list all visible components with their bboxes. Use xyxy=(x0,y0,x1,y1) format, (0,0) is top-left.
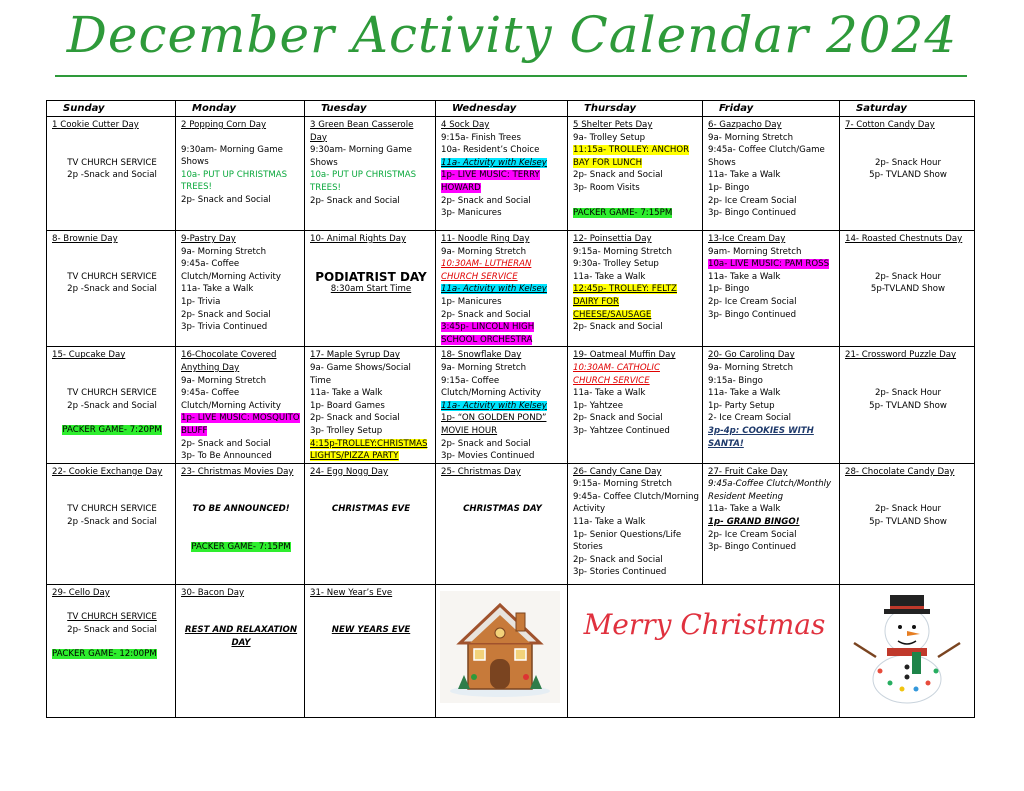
activity: TV CHURCH SERVICE xyxy=(67,504,157,515)
day-cell xyxy=(436,117,568,231)
day-cell xyxy=(568,347,703,463)
day-title: 13-Ice Cream Day xyxy=(708,234,786,244)
day-title: 23- Christmas Movies Day xyxy=(181,466,294,477)
activity: 9a- Morning Stretch xyxy=(708,132,794,143)
activity: 1p- Bingo xyxy=(708,182,750,193)
activity: 9:30a- Trolley Setup xyxy=(573,259,659,270)
weekday-header: Thursday xyxy=(568,101,703,117)
week-row xyxy=(47,347,975,463)
activity-highlight: 10a- LIVE MUSIC: PAM ROSS xyxy=(708,259,830,270)
day-title: 22- Cookie Exchange Day xyxy=(52,466,163,477)
activity: 9a- Morning Stretch xyxy=(441,362,527,373)
activity: 3p- Bingo Continued xyxy=(708,208,797,219)
activity: 1p- Manicures xyxy=(441,296,502,307)
activity: 3p- To Be Announced xyxy=(181,451,272,462)
day-title: 24- Egg Nogg Day xyxy=(310,466,389,477)
day-cell xyxy=(47,584,176,717)
day-title: 14- Roasted Chestnuts Day xyxy=(845,234,963,244)
day-title: 20- Go Caroling Day xyxy=(708,350,795,361)
activity: 2p- Snack Hour xyxy=(874,271,942,282)
activity: 2p -Snack and Social xyxy=(67,516,157,527)
day-cell xyxy=(47,231,176,347)
day-title: 19- Oatmeal Muffin Day xyxy=(573,350,676,361)
activity: 11a- Take a Walk xyxy=(573,517,646,528)
activity: 5p- TVLAND Show xyxy=(869,170,947,181)
activity: 2p- Snack Hour xyxy=(874,504,942,515)
activity: 1p- GRAND BINGO! xyxy=(708,517,800,528)
activity: 3p- Bingo Continued xyxy=(708,309,797,320)
activity: 11a- Take a Walk xyxy=(708,388,781,399)
activity: 11a- Take a Walk xyxy=(573,271,646,282)
activity: 11a- Take a Walk xyxy=(181,284,254,295)
day-cell xyxy=(703,231,840,347)
activity: 3p- Bingo Continued xyxy=(708,542,797,553)
activity: 3p- Yahtzee Continued xyxy=(573,425,670,436)
activity: 10a- PUT UP CHRISTMAS TREES! xyxy=(310,170,417,193)
activity: 1p- “ON GOLDEN POND” MOVIE HOUR xyxy=(441,413,547,436)
activity-church: 10:30AM- LUTHERAN CHURCH SERVICE xyxy=(441,259,532,282)
activity: 2p- Snack and Social xyxy=(573,322,663,333)
day-title: 8- Brownie Day xyxy=(52,234,118,244)
day-title: 10- Animal Rights Day xyxy=(310,234,407,244)
activity: 9:15a- Coffee Clutch/Morning Activity xyxy=(441,375,541,399)
activity: 9a- Morning Stretch xyxy=(708,362,794,373)
day-title: 28- Chocolate Candy Day xyxy=(845,466,955,477)
activity: 11a- Take a Walk xyxy=(708,170,781,181)
activity-highlight: 11:15a- TROLLEY: ANCHOR BAY FOR LUNCH xyxy=(573,145,690,168)
day-title: 4 Sock Day xyxy=(441,120,490,130)
day-title: 26- Candy Cane Day xyxy=(573,466,662,477)
packer-game-badge: PACKER GAME- 7:20PM xyxy=(62,425,162,436)
activity: REST AND RELAXATION DAY xyxy=(184,625,298,648)
activity: TV CHURCH SERVICE xyxy=(67,387,157,398)
activity: 2p- Snack and Social xyxy=(181,309,271,320)
activity-church: 10:30AM- CATHOLIC CHURCH SERVICE xyxy=(573,362,660,386)
weekday-header: Saturday xyxy=(840,101,975,117)
activity: CHRISTMAS DAY xyxy=(463,504,542,515)
activity: 11a- Take a Walk xyxy=(573,388,646,399)
activity: TV CHURCH SERVICE xyxy=(67,612,157,623)
activity: 5p-TVLAND Show xyxy=(870,284,946,295)
activity: 1p- Board Games xyxy=(310,400,385,411)
activity: 2p- Ice Cream Social xyxy=(708,195,797,206)
activity: 3p- Room Visits xyxy=(573,182,640,193)
activity: 1p- Senior Questions/Life Stories xyxy=(573,529,682,553)
day-cell xyxy=(840,231,975,347)
activity: 9:15a- Morning Stretch xyxy=(573,479,672,490)
day-cell xyxy=(305,347,436,463)
activity: TV CHURCH SERVICE xyxy=(67,157,157,168)
activity: 2p- Snack and Social xyxy=(573,554,663,565)
activity: 9:15a- Morning Stretch xyxy=(573,246,672,257)
day-cell xyxy=(703,463,840,584)
day-cell xyxy=(176,117,305,231)
activity: 2p- Snack and Social xyxy=(181,438,271,449)
activity: 2p- Snack and Social xyxy=(67,624,157,635)
day-cell xyxy=(305,463,436,584)
day-cell xyxy=(840,347,975,463)
activity: 9:45a- Coffee Clutch/Morning Activity xyxy=(181,259,281,282)
activity-highlight: 3:45p- LINCOLN HIGH SCHOOL ORCHESTRA xyxy=(441,322,535,345)
week-row xyxy=(47,463,975,584)
day-cell xyxy=(436,347,568,463)
packer-game-badge: PACKER GAME- 7:15PM xyxy=(191,541,291,552)
day-cell xyxy=(176,347,305,463)
activity: 2p- Snack and Social xyxy=(573,170,663,181)
day-title: 3 Green Bean Casserole Day xyxy=(310,120,414,143)
day-title: 11- Noodle Ring Day xyxy=(441,234,530,244)
activity-highlight: 11a- Activity with Kelsey xyxy=(441,157,547,168)
activity: 2p -Snack and Social xyxy=(67,284,157,295)
activity: 2p- Snack and Social xyxy=(310,413,400,424)
day-cell xyxy=(176,231,305,347)
snowman-icon xyxy=(840,585,974,709)
activity: 9a- Trolley Setup xyxy=(573,132,646,143)
activity: 11a- Take a Walk xyxy=(310,388,383,399)
activity: 3p- Trolley Setup xyxy=(310,425,383,436)
activity: 9:45a- Coffee Clutch/Morning Activity xyxy=(573,491,699,515)
activity: 9:30am- Morning Game Shows xyxy=(310,145,412,168)
day-cell xyxy=(568,231,703,347)
activity: 3p- Movies Continued xyxy=(441,451,535,462)
activity: 2p- Snack Hour xyxy=(874,157,942,168)
day-cell xyxy=(47,463,176,584)
day-title: 17- Maple Syrup Day xyxy=(310,350,400,361)
podiatrist-day-label: PODIATRIST DAY xyxy=(315,269,427,284)
activity: 2p -Snack and Social xyxy=(67,170,157,181)
activity: 2p- Snack Hour xyxy=(874,387,942,398)
activity: 2p- Snack and Social xyxy=(441,438,531,449)
day-cell xyxy=(840,463,975,584)
packer-game-badge: PACKER GAME- 12:00PM xyxy=(52,649,157,660)
activity-santa: 3p-4p: COOKIES WITH SANTA! xyxy=(708,425,814,449)
activity: 10a- PUT UP CHRISTMAS TREES! xyxy=(181,169,288,193)
activity: 3p- Manicures xyxy=(441,208,502,219)
activity: 1p- Yahtzee xyxy=(573,400,623,411)
gingerbread-cell xyxy=(436,584,568,717)
day-cell xyxy=(568,463,703,584)
activity-highlight: 1p- LIVE MUSIC: TERRY HOWARD xyxy=(441,170,540,193)
activity: 9a- Morning Stretch xyxy=(181,375,267,386)
day-cell xyxy=(305,584,436,717)
weekday-header: Monday xyxy=(176,101,305,117)
activity: 9:45a- Coffee Clutch/Game Shows xyxy=(708,145,825,168)
day-title: 15- Cupcake Day xyxy=(52,350,126,361)
week-row xyxy=(47,117,975,231)
day-cell xyxy=(436,231,568,347)
activity: 1p- Party Setup xyxy=(708,400,775,411)
weekday-header: Sunday xyxy=(47,101,176,117)
activity: TO BE ANNOUNCED! xyxy=(192,504,290,515)
activity: 1p- Trivia xyxy=(181,296,221,307)
activity: 2- Ice Cream Social xyxy=(708,413,792,424)
day-cell xyxy=(703,117,840,231)
activity: 2p -Snack and Social xyxy=(67,400,157,411)
day-title: 5 Shelter Pets Day xyxy=(573,120,653,130)
activity: 5p- TVLAND Show xyxy=(869,400,947,411)
weekday-header: Wednesday xyxy=(436,101,568,117)
day-cell xyxy=(176,463,305,584)
day-title: 12- Poinsettia Day xyxy=(573,234,652,244)
activity: 1p- Bingo xyxy=(708,284,750,295)
activity: 2p- Snack and Social xyxy=(441,195,531,206)
day-title: 25- Christmas Day xyxy=(441,466,521,477)
activity: CHRISTMAS EVE xyxy=(331,504,411,515)
day-title: 16-Chocolate Covered Anything Day xyxy=(181,350,277,373)
weekday-header: Friday xyxy=(703,101,840,117)
activity-highlight: 4:15p-TROLLEY:CHRISTMAS LIGHTS/PIZZA PARTY xyxy=(310,438,428,462)
gingerbread-house-icon xyxy=(440,591,560,703)
day-cell xyxy=(568,117,703,231)
activity: 5p- TVLAND Show xyxy=(869,516,947,527)
activity: 2p- Snack and Social xyxy=(310,195,400,206)
day-title: 2 Popping Corn Day xyxy=(181,120,267,130)
activity-highlight: 1p- LIVE MUSIC: MOSQUITO BLUFF xyxy=(181,413,300,436)
calendar-title: December Activity Calendar 2024 xyxy=(66,6,958,64)
merry-christmas-text: Merry Christmas xyxy=(583,607,826,641)
activity: 8:30am Start Time xyxy=(330,284,412,295)
week-row xyxy=(47,231,975,347)
activity: 9a- Morning Stretch xyxy=(181,246,267,257)
activity: 10a- Resident’s Choice xyxy=(441,145,540,156)
day-cell xyxy=(176,584,305,717)
snowman-cell xyxy=(840,584,975,717)
activity: 11a- Take a Walk xyxy=(708,504,781,515)
calendar-grid xyxy=(46,100,975,718)
day-cell xyxy=(703,347,840,463)
activity: 9:30am- Morning Game Shows xyxy=(181,144,283,168)
activity: 9:15a- Finish Trees xyxy=(441,132,521,143)
activity: 9a- Game Shows/Social Time xyxy=(310,362,411,386)
activity: 2p- Ice Cream Social xyxy=(708,296,797,307)
week-row xyxy=(47,584,975,717)
activity: 2p- Snack and Social xyxy=(441,309,531,320)
day-title: 1 Cookie Cutter Day xyxy=(52,120,139,130)
day-title: 27- Fruit Cake Day xyxy=(708,466,788,477)
day-cell xyxy=(305,117,436,231)
activity: NEW YEARS EVE xyxy=(331,625,411,636)
activity-highlight: 11a- Activity with Kelsey xyxy=(441,284,547,295)
day-title: 9-Pastry Day xyxy=(181,234,236,244)
title-underline xyxy=(55,75,967,77)
activity: 9a- Morning Stretch xyxy=(441,246,527,257)
activity-highlight: 12:45p- TROLLEY: FELTZ DAIRY FOR CHEESE/SAUSAGE xyxy=(573,284,677,320)
day-title: 18- Snowflake Day xyxy=(441,350,522,361)
day-cell xyxy=(305,231,436,347)
merry-christmas-banner xyxy=(568,584,840,717)
activity: 2p- Ice Cream Social xyxy=(708,529,797,540)
activity: 11a- Take a Walk xyxy=(708,271,781,282)
activity: TV CHURCH SERVICE xyxy=(67,271,157,282)
day-cell xyxy=(436,463,568,584)
day-cell xyxy=(840,117,975,231)
activity: 2p- Snack and Social xyxy=(181,194,271,205)
weekday-header-row xyxy=(47,101,975,117)
activity: 3p- Stories Continued xyxy=(573,567,667,578)
day-title: 7- Cotton Candy Day xyxy=(845,120,935,130)
activity: 2p- Snack and Social xyxy=(573,413,663,424)
activity: 9:45a- Coffee Clutch/Morning Activity xyxy=(181,388,281,411)
day-title: 6- Gazpacho Day xyxy=(708,120,782,130)
activity: 3p- Trivia Continued xyxy=(181,322,268,333)
day-title: 30- Bacon Day xyxy=(181,587,245,598)
activity: 9:15a- Bingo xyxy=(708,375,763,386)
day-cell xyxy=(47,117,176,231)
weekday-header: Tuesday xyxy=(305,101,436,117)
activity: 9am- Morning Stretch xyxy=(708,246,802,257)
day-cell xyxy=(47,347,176,463)
activity-highlight: 11a- Activity with Kelsey xyxy=(441,400,547,411)
packer-game-badge: PACKER GAME- 7:15PM xyxy=(573,207,673,218)
activity: 9:45a-Coffee Clutch/Monthly Resident Meeting xyxy=(708,479,832,502)
day-title: 31- New Year’s Eve xyxy=(310,587,393,598)
day-title: 29- Cello Day xyxy=(52,587,110,598)
day-title: 21- Crossword Puzzle Day xyxy=(845,350,957,361)
